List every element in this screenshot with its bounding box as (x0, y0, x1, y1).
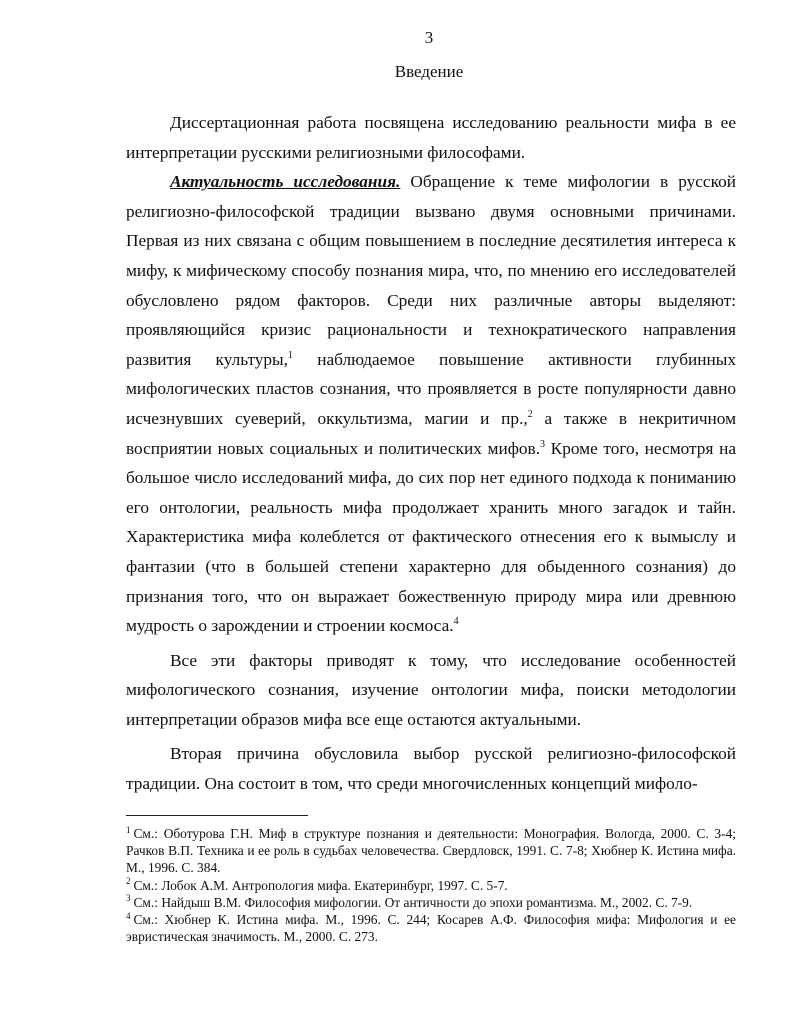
relevance-text-b: наблюдаемое повышение активности глубинных мифологических пластов сознания, что проявляется в росте популярности давно исчезнувших суеверий, оккультизма, магии и пр., (126, 349, 737, 428)
paragraph-relevance (126, 167, 736, 641)
footnote-number: 3 (126, 893, 131, 904)
footnote-ref-3[interactable]: 3 (540, 438, 546, 450)
footnote-number: 2 (126, 876, 131, 887)
paragraph-second-reason: Вторая причина обусловила выбор русской религиозно-философской традиции. Она состоит в том, что среди многочисленных концепций мифоло- (126, 744, 736, 794)
paragraph-factors: Все эти факторы приводят к тому, что исследование особенностей мифологического сознания, изучение онтологии мифа, поиски методологии интерпретации образов мифа все еще остаются актуальными. (126, 650, 736, 729)
paragraph-intro: Диссертационная работа посвящена исследованию реальности мифа в ее интерпретации русскими религиозными философами. (126, 113, 736, 162)
footnote-4 (126, 911, 736, 945)
footnote-number: 4 (126, 910, 131, 921)
body-text (126, 108, 736, 799)
footnote-text: См.: Хюбнер К. Истина мифа. М., 1996. С. 244; Косарев А.Ф. Философия мифа: Мифология и ее эвристическая значимость. М., 2000. С. 273. (126, 912, 736, 945)
footnote-2 (126, 877, 736, 894)
relevance-heading: Актуальность исследования. (170, 172, 401, 192)
footnote-3 (126, 894, 736, 911)
footnote-text: См.: Найдыш В.М. Философия мифологии. От античности до эпохи романтизма. М., 2002. С. 7-9. (133, 894, 693, 910)
footnotes (126, 825, 736, 945)
footnote-ref-4[interactable]: 4 (453, 616, 459, 628)
footnote-text: См.: Лобок А.М. Антропология мифа. Екатеринбург, 1997. С. 5-7. (133, 877, 508, 893)
relevance-text-a: Обращение к теме мифологии в русской религиозно-философской традиции вызвано двумя основными причинами. Первая из них связана с общим повышением в последние десятилетия интереса к мифу, к мифическому способу познания мира, что, по мнению его исследователей обусловлено рядом факторов. Среди них различные авторы выделяют: проявляющийся кризис рациональности и технократического направления развития культуры, (126, 172, 737, 369)
footnote-ref-1[interactable]: 1 (287, 349, 293, 361)
footnote-text: См.: Оботурова Г.Н. Миф в структуре познания и деятельности: Монография. Вологда, 2000. С. 3-4; Рачков В.П. Техника и ее роль в судьбах человечества. Свердловск, 1991. С. 7-8; Хюбнер К. Истина мифа. М., 1996. С. 384. (126, 826, 736, 876)
footnote-number: 1 (126, 824, 131, 835)
footnote-separator (126, 815, 308, 816)
relevance-text-c: а также в некритичном восприятии новых социальных и политических мифов. (126, 408, 737, 458)
page-number: 3 (424, 28, 434, 47)
section-title: Введение (394, 62, 464, 81)
footnote-ref-2[interactable]: 2 (527, 409, 533, 421)
footnote-1 (126, 825, 736, 877)
relevance-text-d: Кроме того, несмотря на большое число исследований мифа, до сих пор нет единого подхода к пониманию его онтологии, реальность мифа продолжает хранить много загадок и тайн. Характеристика мифа колеблется от фактического отнесения его к вымыслу и фантазии (что в большей степени характерно для обыденного сознания) до признания того, что он выражает божественную природу мира или древнюю мудрость о зарождении и строении космоса. (126, 438, 736, 636)
